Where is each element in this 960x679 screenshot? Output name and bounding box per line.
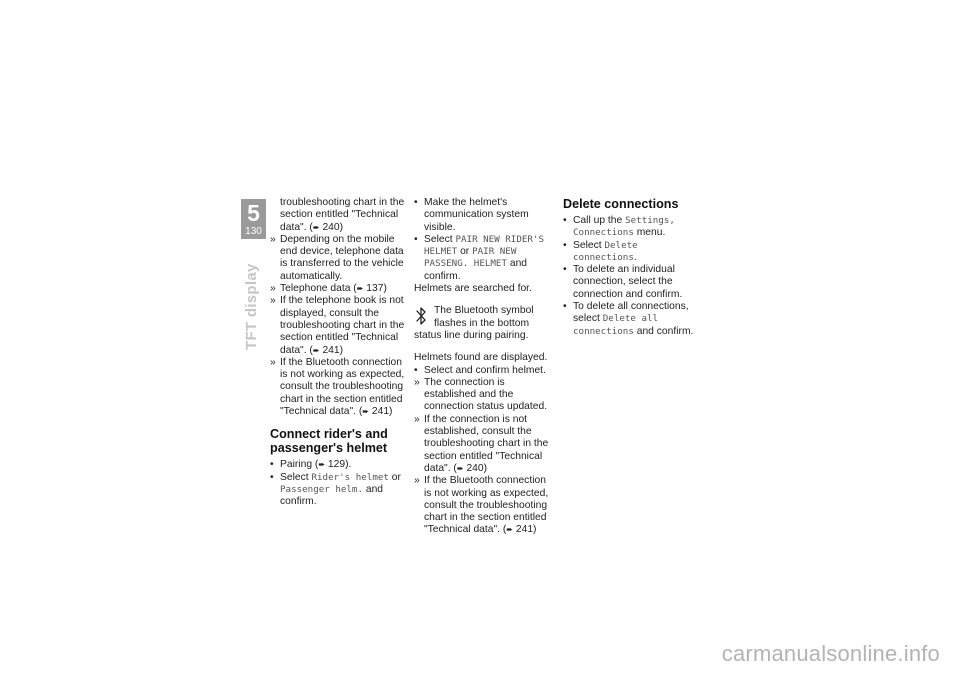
result-marker: » — [414, 413, 420, 425]
column-2 — [414, 197, 556, 537]
menu-option: PAIR NEW RIDER'S HELMET — [424, 233, 544, 258]
menu-option: Passenger helm. — [280, 483, 363, 495]
status-text: Helmets found are displayed. — [414, 352, 548, 364]
bullet: • — [563, 264, 567, 276]
result-item: » The connection is established and the connection status updated. — [414, 376, 548, 413]
result-item: » If the connection is not established, consult the troubleshooting chart in the section entitled "Technical data". (➨ 240) — [414, 413, 549, 474]
result-marker: » — [270, 295, 276, 307]
menu-option: Rider's helmet — [311, 471, 389, 483]
step-item: • Make the helmet's communication system visible. — [414, 197, 529, 233]
page-ref[interactable]: 137) — [366, 283, 387, 295]
ref-arrow-icon: ➨ — [312, 222, 320, 232]
page-ref[interactable]: 241) — [371, 406, 393, 418]
result-marker: » — [414, 475, 420, 487]
page-ref[interactable]: 240) — [466, 462, 488, 474]
bullet: • — [414, 197, 418, 208]
result-item: » If the Bluetooth connection is not working as expected, consult the troubleshooting chart in the section entitled "Technical data". (➨ 241) — [270, 356, 405, 418]
bullet: • — [270, 459, 274, 471]
continued-text: troubleshooting chart in the section entitled "Technical data". (➨ 240) — [280, 197, 405, 233]
chapter-tab — [241, 199, 266, 239]
result-marker: » — [270, 233, 276, 245]
step-item: • Call up the Settings, Connections menu. — [563, 215, 675, 239]
ref-arrow-icon: ➨ — [356, 284, 364, 294]
bullet: • — [563, 239, 567, 251]
result-item: » Telephone data (➨ 137) — [270, 283, 387, 295]
chapter-side-title: TFT display — [243, 263, 260, 350]
result-marker: » — [414, 376, 420, 388]
step-item: • To delete all connections, select Delete all connections and confirm. — [563, 301, 694, 337]
column-3 — [563, 197, 705, 338]
step-item: • Select Rider's helmet or Passenger helm. and confirm. — [270, 471, 401, 508]
result-marker: » — [270, 283, 276, 295]
page-number: 130 — [245, 226, 262, 237]
page-ref[interactable]: 241) — [322, 344, 344, 356]
bullet: • — [270, 471, 274, 483]
menu-option: Delete connections — [573, 239, 638, 263]
page-ref[interactable]: 240) — [322, 221, 344, 233]
page-ref[interactable]: 129). — [327, 459, 352, 471]
result-item: » If the telephone book is not displayed, consult the troubleshooting chart in the section entitled "Technical data". (➨ 241) — [270, 295, 405, 356]
result-item: » Depending on the mobile end device, telephone data is transferred to the vehicle automatically. — [270, 233, 404, 282]
status-text: Helmets are searched for. — [414, 283, 532, 295]
chapter-number: 5 — [247, 200, 260, 226]
page-ref[interactable]: 241) — [515, 524, 537, 536]
menu-option: Delete all connections — [573, 313, 659, 337]
menu-option: PAIR NEW PASSENG. HELMET — [424, 246, 517, 270]
column-1 — [270, 197, 412, 509]
bullet: • — [414, 233, 418, 245]
bullet: • — [563, 215, 567, 226]
step-item: • To delete an individual connection, select the connection and confirm. — [563, 264, 683, 300]
watermark-text: carmanualsonline.info — [721, 641, 940, 666]
result-marker: » — [270, 356, 276, 368]
section-heading-connect-helmet: Connect rider's and passenger's helmet — [270, 427, 388, 456]
bullet: • — [563, 301, 567, 313]
ref-arrow-icon: ➨ — [456, 463, 464, 473]
result-item: » If the Bluetooth connection is not working as expected, consult the troubleshooting chart in the section entitled "Technical data". (➨ 241) — [414, 475, 549, 536]
section-heading-delete-connections: Delete connections — [563, 197, 679, 211]
bullet: • — [414, 364, 418, 376]
bluetooth-icon — [414, 306, 428, 326]
step-item: • Select and confirm helmet. — [414, 364, 546, 376]
step-item: • Pairing (➨ 129). — [270, 459, 352, 471]
ref-arrow-icon: ➨ — [362, 407, 369, 417]
ref-arrow-icon: ➨ — [318, 460, 326, 470]
bluetooth-note: The Bluetooth symbol flashes in the bottom status line during pairing. — [414, 305, 534, 341]
step-item: • Select Delete connections. — [563, 239, 638, 263]
ref-arrow-icon: ➨ — [312, 345, 320, 355]
step-item: • Select PAIR NEW RIDER'S HELMET or PAIR NEW PASSENG. HELMET and confirm. — [414, 233, 544, 282]
menu-option: Settings, Connections — [573, 215, 675, 239]
ref-arrow-icon: ➨ — [506, 525, 513, 535]
